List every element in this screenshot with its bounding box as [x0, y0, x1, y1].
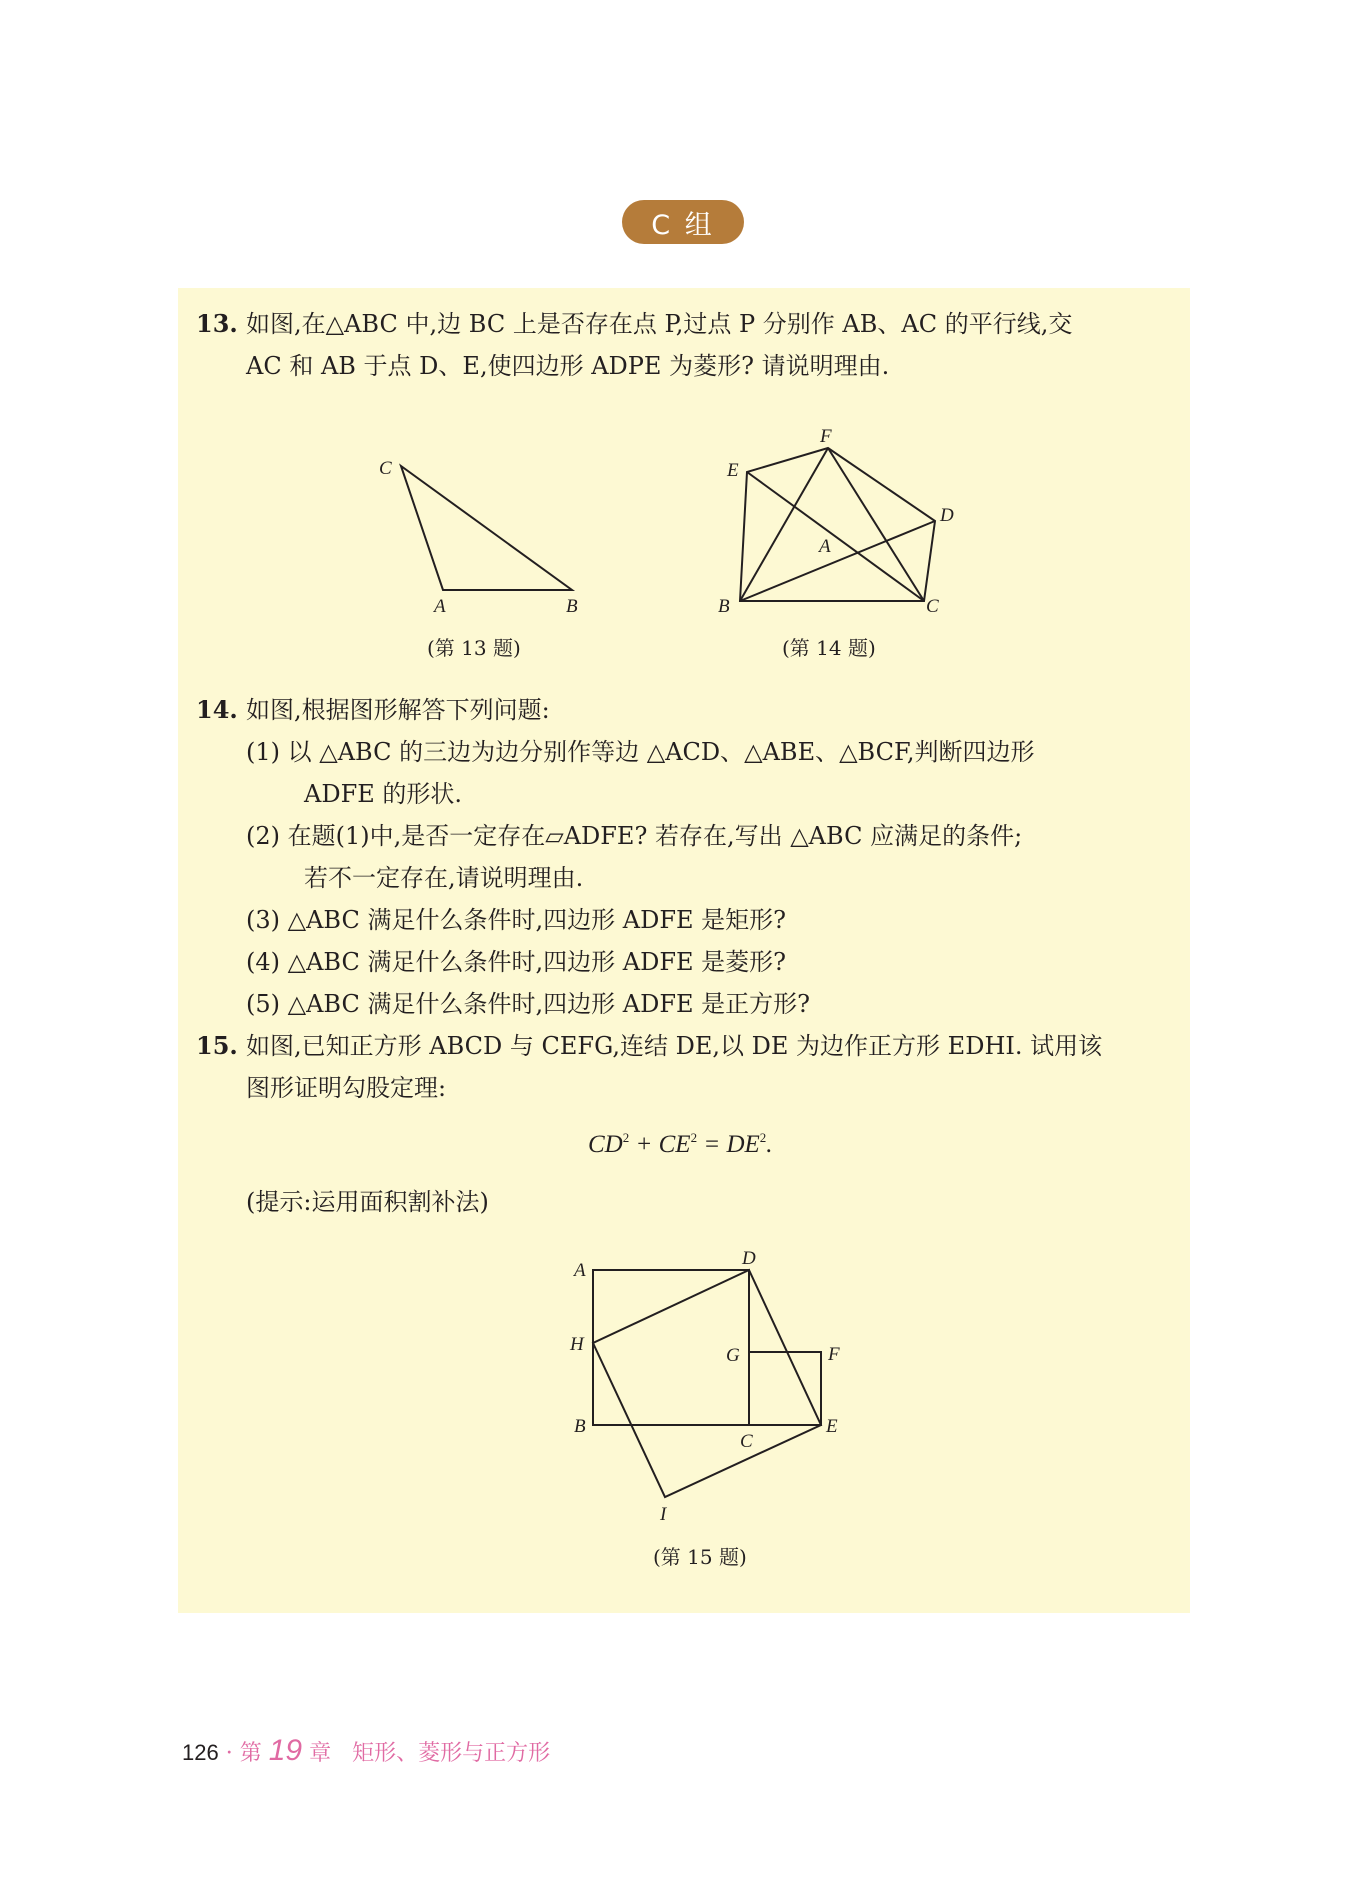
chapter-title: 矩形、菱形与正方形	[352, 1741, 551, 1766]
q14-part3: (3) △ABC 满足什么条件时,四边形 ADFE 是矩形?	[246, 906, 786, 934]
eq-power-1: 2	[622, 1130, 630, 1145]
figure-14	[710, 420, 970, 620]
page-number: 126	[182, 1740, 219, 1765]
eq-term-cd: CD	[588, 1131, 623, 1158]
fig13-label-b: B	[566, 596, 578, 617]
fig13-label-c: C	[379, 458, 392, 479]
section-badge: C 组	[622, 200, 744, 244]
q15-number: 15.	[196, 1031, 238, 1060]
eq-power-3: 2	[759, 1130, 767, 1145]
q14-part2-line1: (2) 在题(1)中,是否一定存在▱ADFE? 若存在,写出 △ABC 应满足的条件;	[246, 822, 1023, 850]
fig15-label-a: A	[574, 1260, 586, 1281]
q14-part2-line2: 若不一定存在,请说明理由.	[304, 864, 584, 892]
fig15-caption: (第 15 题)	[653, 1545, 747, 1569]
fig14-label-d: D	[940, 505, 954, 526]
q14-part1-line1: (1) 以 △ABC 的三边为边分别作等边 △ACD、△ABE、△BCF,判断四边形	[246, 738, 1035, 766]
footer-dot: ·	[225, 1741, 233, 1766]
chapter-number: 19	[268, 1734, 303, 1767]
pentagon-outline	[740, 448, 935, 601]
line-cf	[828, 448, 924, 601]
eq-plus: +	[629, 1131, 659, 1158]
fig14-label-e: E	[727, 460, 739, 481]
q15-line2: 图形证明勾股定理:	[246, 1074, 447, 1102]
figure-13	[370, 450, 600, 620]
q15-hint: (提示:运用面积割补法)	[246, 1188, 489, 1216]
triangle-abc	[401, 466, 572, 590]
fig14-caption: (第 14 题)	[782, 636, 876, 660]
fig15-label-d: D	[742, 1248, 756, 1269]
line-bd	[740, 521, 935, 601]
fig15-label-h: H	[570, 1334, 584, 1355]
q13-line1: 如图,在△ABC 中,边 BC 上是否存在点 P,过点 P 分别作 AB、AC 的平行线,交	[246, 310, 1073, 338]
fig15-label-c: C	[740, 1431, 753, 1452]
fig13-caption: (第 13 题)	[427, 636, 521, 660]
fig14-label-f: F	[820, 426, 832, 447]
eq-end: .	[766, 1131, 773, 1158]
eq-term-de: DE	[726, 1131, 760, 1158]
q14-part4: (4) △ABC 满足什么条件时,四边形 ADFE 是菱形?	[246, 948, 786, 976]
q13-number: 13.	[196, 309, 238, 338]
fig15-label-g: G	[726, 1345, 740, 1366]
eq-term-ce: CE	[658, 1131, 691, 1158]
chapter-suffix: 章	[309, 1741, 332, 1766]
q14-number: 14.	[196, 695, 238, 724]
chapter-prefix: 第	[239, 1741, 262, 1766]
square-edhi	[593, 1270, 821, 1497]
fig15-label-f: F	[828, 1344, 840, 1365]
q13-line2: AC 和 AB 于点 D、E,使四边形 ADPE 为菱形? 请说明理由.	[246, 352, 890, 380]
eq-power-2: 2	[690, 1130, 698, 1145]
q14-part5: (5) △ABC 满足什么条件时,四边形 ADFE 是正方形?	[246, 990, 810, 1018]
pythagorean-equation	[588, 1130, 773, 1159]
fig15-label-e: E	[826, 1416, 838, 1437]
fig14-label-c: C	[926, 596, 939, 617]
fig13-label-a: A	[434, 596, 446, 617]
page-footer	[182, 1734, 550, 1768]
q15-line1: 如图,已知正方形 ABCD 与 CEFG,连结 DE,以 DE 为边作正方形 EDHI. 试用该	[246, 1032, 1103, 1060]
fig14-label-b: B	[718, 596, 730, 617]
q14-part1-line2: ADFE 的形状.	[304, 780, 463, 808]
fig15-label-b: B	[574, 1416, 586, 1437]
q14-intro: 如图,根据图形解答下列问题:	[246, 696, 550, 724]
figure-15	[560, 1240, 860, 1530]
square-cefg	[749, 1352, 821, 1425]
fig15-label-i: I	[660, 1504, 667, 1525]
eq-equals: =	[697, 1131, 727, 1158]
fig14-label-a: A	[819, 536, 831, 557]
